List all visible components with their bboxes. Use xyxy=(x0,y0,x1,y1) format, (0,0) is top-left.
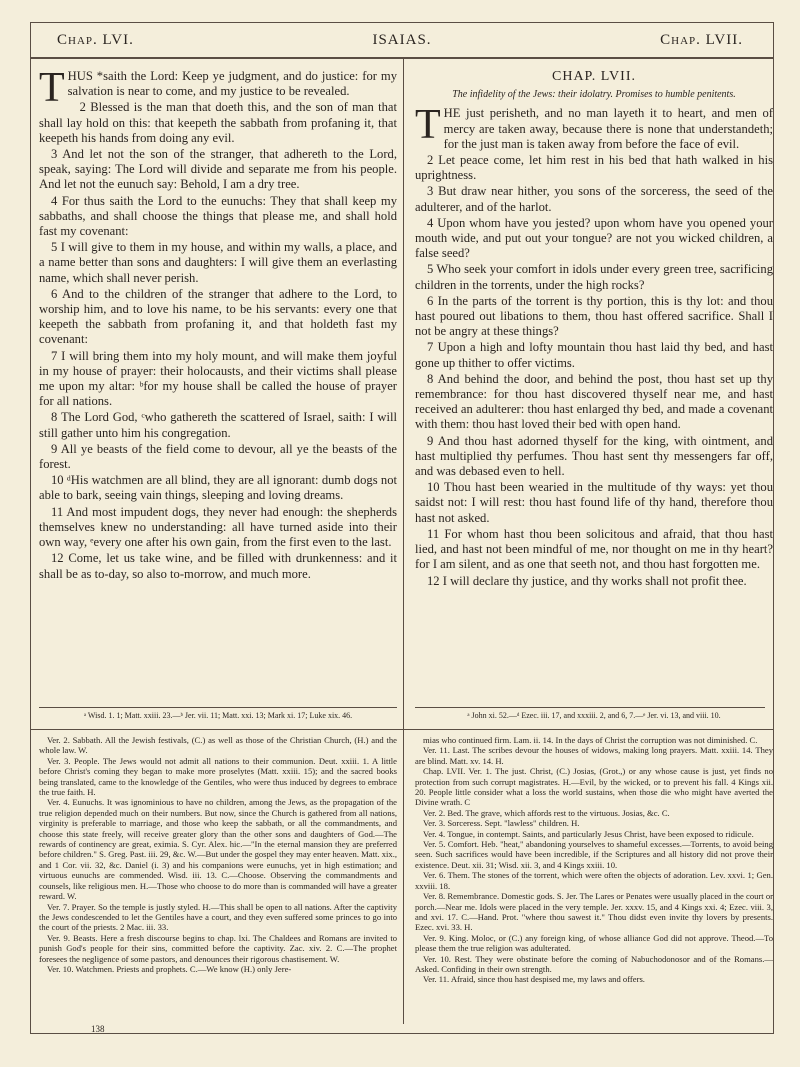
header-left: Chap. LVI. xyxy=(57,32,134,48)
note: Ver. 11. Last. The scribes devour the houses of widows, making long prayers. Matt. xxiii. 14. They are blind. Matt. xv. 14. H. xyxy=(415,745,773,766)
footnote-left: ᵃ Wisd. 1. 1; Matt. xxiii. 23.—ᵇ Jer. vii. 11; Matt. xxi. 13; Mark xi. 17; Luke xix. 46. xyxy=(83,711,353,720)
verse: 2 Blessed is the man that doeth this, and the son of man that shall lay hold on this: that keepeth the sabbath from profaning it, that keepeth his hands from doing any evil. xyxy=(39,100,397,145)
verse: 7 I will bring them into my holy mount, and will make them joyful in my house of prayer: their holocausts, and their victims shall please me upon my altar: ᵇfor my house shall be called the house of prayer for all nations. xyxy=(39,348,397,409)
note: Ver. 10. Rest. They were obstinate before the coming of Nabuchodonosor and of the Romans.—Asked. Confiding in their own strength. xyxy=(415,953,773,974)
chapter-title: CHAP. LVII. xyxy=(552,69,636,84)
verse: 5 Who seek your comfort in idols under every green tree, sacrificing children in the torrents, under the high rocks? xyxy=(415,262,773,292)
note: Ver. 3. Sorceress. Sept. "lawless" children. H. xyxy=(423,818,580,829)
note: Ver. 8. Remembrance. Domestic gods. S. Jer. The Lares or Penates were usually placed in the court or porch.—Near me. Idols were placed in the very temple. Jer. xxxv. 15, and 4 Kings xxi. 4; Ezec. viii. 3, and xvi. 17. C.—Hand. Prot. "where thou sawest it." Thou didst even invite thy lovers by presents. Ezec. xvi. 33. H. xyxy=(415,891,773,933)
note: Ver. 11. Afraid, since thou hast despised me, my laws and offers. xyxy=(423,974,645,985)
verse-1: THE just perisheth, and no man layeth it to heart, and men of mercy are taken away, because there is none that understandeth; for the just man is taken away from before the face of evil. xyxy=(415,102,773,151)
right-text-column xyxy=(415,69,773,699)
drop-cap: T xyxy=(415,102,441,149)
verse: 2 Let peace come, let him rest in his bed that hath walked in his uprightness. xyxy=(415,153,773,183)
verse: 11 And most impudent dogs, they never had enough: the shepherds themselves knew no understanding: all have turned aside into their own way, ᵉevery one after his own gain, from the first even to the last. xyxy=(39,504,397,550)
note: Ver. 6. Them. The stones of the torrent, which were often the objects of adoration. Lev. xxvi. 1; Gen. xxviii. 18. xyxy=(415,870,773,891)
verse: 7 Upon a high and lofty mountain thou hast laid thy bed, and hast gone up thither to offer victims. xyxy=(415,340,773,370)
note: mias who continued firm. Lam. ii. 14. In the days of Christ the corruption was not diminished. C. xyxy=(423,735,758,745)
verse: 8 The Lord God, ᶜwho gathereth the scattered of Israel, saith: I will still gather unto him his congregation. xyxy=(39,410,397,440)
verse: 12 I will declare thy justice, and thy works shall not profit thee. xyxy=(427,573,747,588)
verse-1: THUS *saith the Lord: Keep ye judgment, and do justice: for my salvation is near to come, and my justice to be revealed. xyxy=(39,69,397,111)
verse: 9 And thou hast adorned thyself for the king, with ointment, and hast multiplied thy perfumes. Thou hast sent thy messengers far off, and was debased even to hell. xyxy=(415,433,773,479)
verse: 12 Come, let us take wine, and be filled with drunkenness: and it shall be as to-day, so also to-morrow, and much more. xyxy=(39,551,397,581)
running-header xyxy=(31,23,773,59)
note: Ver. 2. Sabbath. All the Jewish festivals, (C.) as well as those of the Christian Church, (H.) and the whole law. W. xyxy=(39,735,397,756)
note: Ver. 3. People. The Jews would not admit all nations to their communion. Deut. xxiii. 1. A little before Christ's coming they began to make more proselytes (Matt. xxiii. 15); and the sacred books being translated, came to the knowledge of the Gentiles, who were thus induced by degrees to embrace the true faith. H. xyxy=(39,755,397,798)
drop-cap: T xyxy=(39,69,65,111)
note: Ver. 4. Tongue, in contempt. Saints, and particularly Jesus Christ, have been exposed to ridicule. xyxy=(423,828,754,839)
verse: 6 And to the children of the stranger that adhere to the Lord, to worship him, and to love his name, to be his servants: every one that keepeth the sabbath from profaning it, and that holdeth fast my covenant: xyxy=(39,286,397,347)
note: Chap. LVII. Ver. 1. The just. Christ, (C.) Josias, (Grot.,) or any whose cause is just, yet finds no protection from such corrupt magistrates. H.—Evil, by the wicked, or to prevent his fall. 4 Kings xii. 20. People little consider what a loss the world sustains, when those die who might have averted the Divine wrath. C xyxy=(415,766,773,808)
left-text-column xyxy=(39,69,397,699)
verse: 3 And let not the son of the stranger, that adhereth to the Lord, speak, saying: The Lord will divide and separate me from his people. And let not the eunuch say: Behold, I am a dry tree. xyxy=(39,147,397,192)
commentary-right xyxy=(415,735,773,1027)
chapter-summary: The infidelity of the Jews: their idolatry. Promises to humble penitents. xyxy=(452,89,736,101)
note: Ver. 9. Beasts. Here a fresh discourse begins to chap. lxi. The Chaldees and Romans are invited to punish God's people for their sins, committed before the captivity. Zac. xiv. 2. C.—The prophet foresees the negligence of some pastors, and denounces their rigorous chastisement. W. xyxy=(39,932,397,964)
note: Ver. 9. King. Moloc, or (C.) any foreign king, of whose alliance God did not approve. Theod.—To please them the true religion was adulterated. xyxy=(415,932,773,954)
note: Ver. 10. Watchmen. Priests and prophets. C.—We know (H.) only Jere- xyxy=(47,963,292,974)
note: Ver. 4. Eunuchs. It was ignominious to have no children, among the Jews, as the propagation of the true religion depended much on their numbers. But now, since the Church is gathered from all nations, virginity is preferable to marriage, and those who keep the sabbath, or all the commandments, and choose this state freely, will receive greater glory than the other sons and daughters of God.—The rewards of continency are great, eximia. S. Cyr. Alex. hic.—"In the eternal mansion they are preferred before children." S. Greg. Past. iii. 29, &c. W.—But under the gospel they may enter heaven. Matt. xix., and 1 Cor. vii. 32, &c. Daniel (i. 3) and his companions were eunuchs, yet in high estimation; and virtuous eunuchs are commended. Wisd. iii. 13. C.—Choose. Observing the commandments and counsels, like religious men. H.—Those who choose to do more than is commanded will have a greater reward. W. xyxy=(39,797,397,902)
verse: 9 All ye beasts of the field come to devour, all ye the beasts of the forest. xyxy=(39,441,397,472)
verse: 6 In the parts of the torrent is thy portion, this is thy lot: and thou hast poured out libations to them, thou hast offered sacrifice. Shall I not be angry at these things? xyxy=(415,293,773,339)
verse: 5 I will give to them in my house, and within my walls, a place, and a name better than sons and daughters: I will give them an everlasting name, which shall never perish. xyxy=(39,240,397,285)
footnote-rule-right xyxy=(415,707,765,708)
verse: 4 For thus saith the Lord to the eunuchs: They that shall keep my sabbaths, and shall choose the things that please me, and shall hold fast my covenant: xyxy=(39,193,397,239)
verse: 10 ᵈHis watchmen are all blind, they are all ignorant: dumb dogs not able to bark, seeing vain things, sleeping and loving dreams. xyxy=(39,473,397,503)
footnote-right: ᵃ John xi. 52.—ᵈ Ezec. iii. 17, and xxxiii. 2, and 6, 7.—ᵉ Jer. vi. 13, and viii. 10. xyxy=(467,711,721,720)
verse: 8 And behind the door, and behind the post, thou hast set up thy remembrance: for thou hast discovered thyself near me, and hast received an adulterer: thou hast enlarged thy bed, and made a covenant with them: thou hast loved their bed with open hand. xyxy=(415,371,773,432)
verse: 10 Thou hast been wearied in the multitude of thy ways: yet thou saidst not: I will rest: thou hast found life of thy hand, therefore thou hast not asked. xyxy=(415,480,773,525)
note: Ver. 5. Comfort. Heb. "heat," abandoning yourselves to shameful excesses.—Torrents, to avoid being seen. Such sacrifices would have been incredible, if the Scriptures and all history did not prove their existence. Deut. xii. 31; Wisd. xii. 3, and 4 Kings xxiii. 10. xyxy=(415,839,773,870)
commentary-left xyxy=(39,735,397,1027)
page-frame xyxy=(30,22,774,1034)
footnote-rule-left xyxy=(39,707,397,708)
verse: 4 Upon whom have you jested? upon whom have you opened your mouth wide, and put out your tongue? are not you wicked children, a false seed? xyxy=(415,215,773,261)
note: Ver. 2. Bed. The grave, which affords rest to the virtuous. Josias, &c. C. xyxy=(423,807,670,818)
verse: 3 But draw near hither, you sons of the sorceress, the seed of the adulterer, and of the harlot. xyxy=(415,184,773,214)
note: Ver. 7. Prayer. So the temple is justly styled. H.—This shall be open to all nations. After the captivity the Jews condescended to let the Gentiles have a court, and they even suffered some princes to go into the court of the priests. 2 Mac. iii. 33. xyxy=(39,901,397,933)
verse: 11 For whom hast thou been solicitous and afraid, that thou hast lied, and hast not been mindful of me, nor thought on me in thy heart? for I am silent, and as one that seeth not, and thou hast forgotten me. xyxy=(415,526,773,572)
page-number: 138 xyxy=(91,1024,105,1034)
column-divider xyxy=(403,59,404,1024)
notes-divider xyxy=(31,729,773,730)
header-title: ISAIAS. xyxy=(372,32,432,48)
header-right: Chap. LVII. xyxy=(660,32,743,48)
